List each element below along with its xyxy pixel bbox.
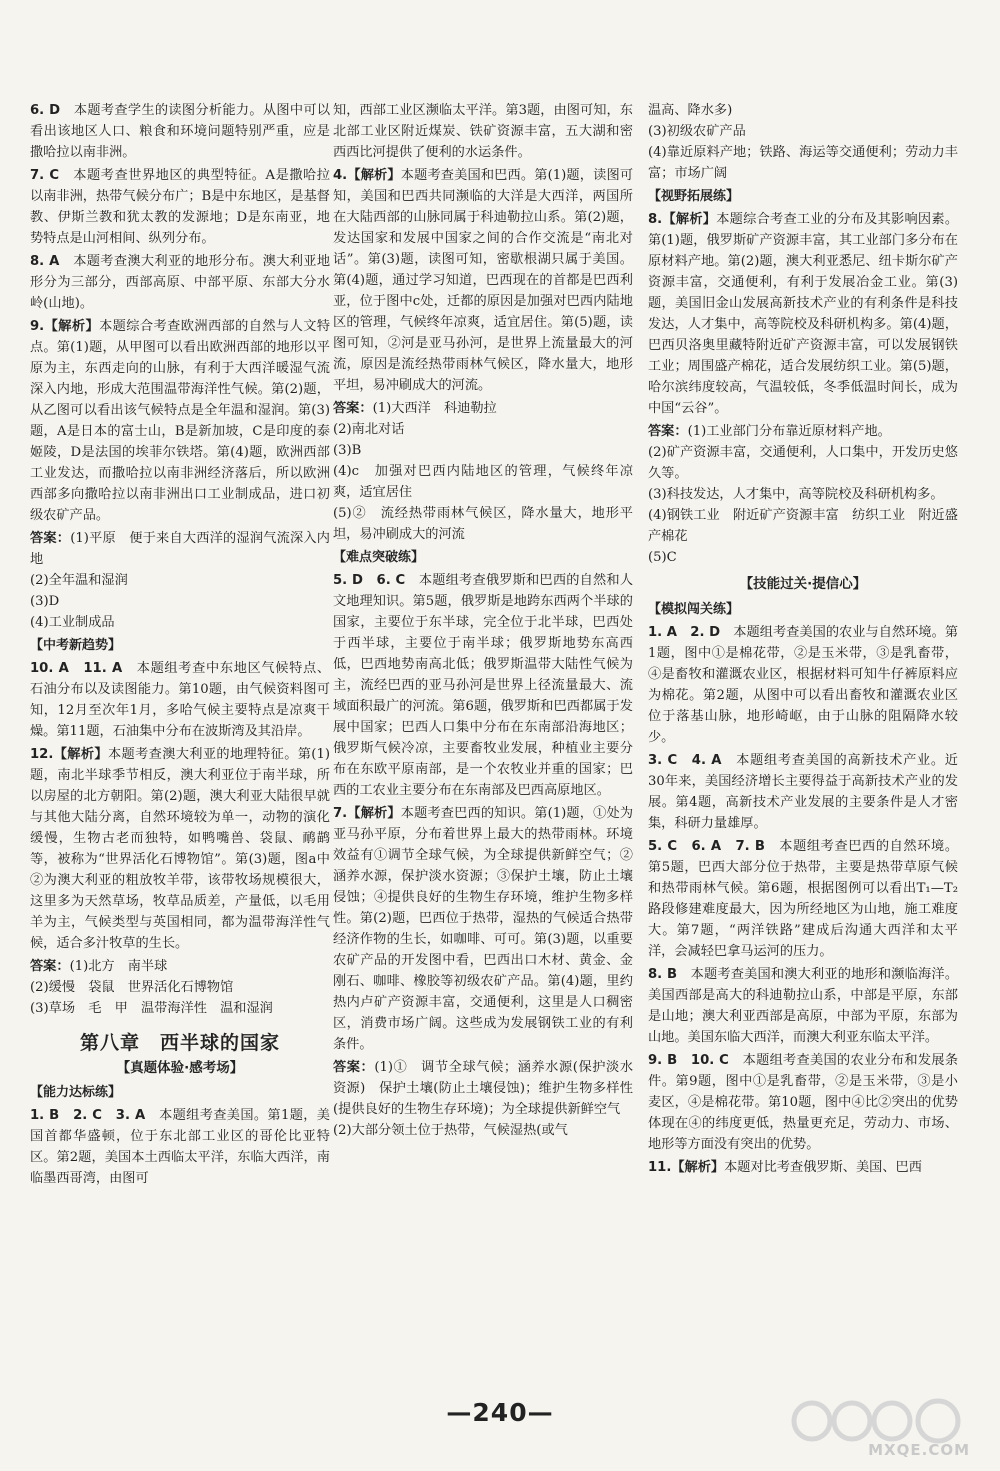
- q11r-block: 11.【解析】本题对比考查俄罗斯、美国、巴西: [648, 1160, 922, 1175]
- chapter-title: 第八章 西半球的国家: [79, 1032, 280, 1054]
- q9-number: 9.: [30, 319, 45, 334]
- q4-answer-4: (4)c 加强对巴西内陆地区的管理，气候终年凉爽，适宜居住: [333, 464, 633, 500]
- q4-block: 4.【解析】本题考查美国和巴西。第(1)题，读图可知，美国和巴西共同濒临的大洋是大西洋，两国所在大陆西部的山脉同属于科迪勒拉山系。第(2)题，发达国家和发展中国家之间的合作交流是“南北对话”。第(3)题，读图可知，密歇根湖只属于美国。第(4)题，通过学习知道，巴西现在的首都是巴西利亚，位于图中c处，迁都的原因是加强对巴西内陆地区的管理，气候终年凉爽，适宜居住。第(5)题，读图可知，②河是亚马孙河，是世界上流量最大的河流，原因是流经热带雨林气候区，降水量大，地形平坦，易冲刷成大的河流。: [333, 168, 634, 393]
- q6-block: [30, 100, 330, 163]
- q12-block: 12.【解析】本题考查澳大利亚的地理特征。第(1)题，南北半球季节相反，澳大利亚位于南半球，所以房屋的北方朝阳。第(2)题，澳大利亚大陆很早就与其他大陆分离，自然环境较为单一，动物的演化缓慢，生物古老而独特，如鸭嘴兽、袋鼠、鸸鹋等，被称为“世界活化石博物馆”。第(3)题，图a中②为澳大利亚的粗放牧羊带，该带牧场规模很大，这里多为天然草场，牧草品质差，产量低，以毛用羊为主，气候类型与英国相同，都为温带海洋性气候，适合多汁牧草的生长。: [30, 747, 330, 951]
- answer-3-right: (3)初级农矿产品: [648, 124, 746, 139]
- column-middle: [333, 100, 633, 1141]
- q8r-answer-1: 答案：(1)工业部门分布靠近原材料产地。: [648, 424, 891, 439]
- q12-answer-3: (3)草场 毛 甲 温带海洋性 温和湿润: [30, 1001, 273, 1016]
- continued-text-right: 温高、降水多): [648, 103, 733, 118]
- continued-text: 知，西部工业区濒临太平洋。第3题，由图可知，东北部工业区附近煤炭、铁矿资源丰富，五大湖和密西西比河提供了便利的水运条件。: [333, 103, 633, 160]
- q10-block: 10. A 11. A 本题组考查中东地区气候特点、石油分布以及读图能力。第10题，由气候资料图可知，12月至次年1月，多哈气候主要特点是凉爽干燥。第11题，石油集中分布在波斯湾及其沿岸。: [30, 661, 331, 739]
- q8r-answer-4: (4)钢铁工业 附近矿产资源丰富 纺织工业 附近盛产棉花: [648, 508, 958, 544]
- q7m-answer-2: (2)大部分领土位于热带，气候湿热(或气: [333, 1123, 568, 1138]
- q7m-block: 7.【解析】本题考查巴西的知识。第(1)题，①处为亚马孙平原，分布着世界上最大的热带雨林。环境效益有①调节全球气候，为全球提供新鲜空气；②涵养水源，保护淡水资源；③保护土壤，防止土壤侵蚀；④提供良好的生物生存环境，维护生物多样性。第(2)题，巴西位于热带，湿热的气候适合热带经济作物的生长，如咖啡、可可。第(3)题，以重要农矿产品的开发图中看，巴西出口木材、黄金、金刚石、咖啡、橡胶等初级农矿产品。第(4)题，里约热内卢矿产资源丰富，交通便利，这里是人口稠密区，消费市场广阔。这些成为发展钢铁工业的有利条件。: [333, 806, 634, 1052]
- column-right: [648, 100, 958, 1180]
- q6-number: 6. D: [30, 103, 61, 118]
- q7m-answer-1: 答案：(1)① 调节全球气候；涵养水源(保护淡水资源) 保护土壤(防止土壤侵蚀)；维护生物多样性(提供良好的生物生存环境)；为全球提供新鲜空气: [333, 1060, 634, 1117]
- q12-answer-2: (2)缓慢 袋鼠 世界活化石博物馆: [30, 980, 234, 995]
- q1-block: 1. B 2. C 3. A 本题组考查美国。第1题，美国首都华盛顿，位于东北部工业区的哥伦比亚特区。第2题，美国本土西临太平洋，东临大西洋，南临墨西哥湾，由图可: [30, 1108, 330, 1186]
- q9-answer-1: 答案：(1)平原 便于来自大西洋的湿润气流深入内地: [30, 531, 330, 567]
- section-shiye: 【视野拓展练】: [648, 189, 740, 204]
- q9-block: [30, 316, 330, 526]
- q1r-block: 1. A 2. D 本题组考查美国的农业与自然环境。第1题，图中①是棉花带，②是玉米带，③是乳畜带，④是畜牧和灌溉农业区，根据材料可知牛仔裤原料应为棉花。第2题，从图中可以看出畜牧和灌溉农业区位于落基山脉，地形崎岖，由于山脉的阻隔降水较少。: [648, 625, 959, 745]
- q4-answer-5: (5)② 流经热带雨林气候区，降水量大，地形平坦，易冲刷成大的河流: [333, 506, 633, 542]
- q6-text: 本题考查学生的读图分析能力。从图中可以看出该地区人口、粮食和环境问题特别严重，应是撒哈拉以南非洲。: [30, 103, 331, 160]
- chapter-subhead: 【真题体验·感考场】: [116, 1060, 244, 1076]
- q8r-block: 8.【解析】本题综合考查工业的分布及其影响因素。第(1)题，俄罗斯矿产资源丰富，其工业部门多分布在原材料产地。第(2)题，澳大利亚悉尼、纽卡斯尔矿产资源丰富，交通便利，有利于发展冶金工业。第(3)题，美国旧金山发展高新技术产业的有利条件是科技发达，人才集中，高等院校及科研机构多。第(4)题，巴西贝洛奥里藏特附近矿产资源丰富，可以发展钢铁工业；周围盛产棉花，适合发展纺织工业。第(5)题，哈尔滨纬度较高，气温较低，冬季低温时间长，成为中国“云谷”。: [648, 212, 959, 416]
- q4-answer-2: (2)南北对话: [333, 422, 405, 437]
- page-number: —240—: [446, 1398, 554, 1427]
- q7-block: [30, 165, 330, 249]
- section-zhongkao: 【中考新趋势】: [30, 638, 122, 653]
- q5r-block: 5. C 6. A 7. B 本题组考查巴西的自然环境。第5题，巴西大部分位于热带，主要是热带草原气候和热带雨林气候。第6题，根据图例可以看出T₁—T₂路段修建难度最大，因为所经地区为山地，施工难度大。第7题，“两洋铁路”建成后沟通大西洋和太平洋，会减轻巴拿马运河的压力。: [648, 839, 959, 959]
- q8b-block: 8. B 本题考查美国和澳大利亚的地形和濒临海洋。美国西部是高大的科迪勒拉山系，中部是平原，东部是山地；澳大利亚西部是高原，中部为平原，东部为山地。美国东临大西洋，而澳大利亚东临太平洋。: [648, 967, 959, 1045]
- q4-answer-3: (3)B: [333, 443, 362, 458]
- q7-number: 7. C: [30, 168, 59, 183]
- q9-tag: 【解析】: [44, 319, 100, 334]
- skills-heading: 【技能过关·提信心】: [739, 576, 867, 592]
- q12-answer-1: 答案：(1)北方 南半球: [30, 959, 168, 974]
- q5-block: 5. D 6. C 本题组考查俄罗斯和巴西的自然和人文地理知识。第5题，俄罗斯是地跨东西两个半球的国家，主要位于东半球，完全位于北半球，巴西处于西半球，主要位于南半球；俄罗斯地势东高西低，巴西地势南高北低；俄罗斯温带大陆性气候为主，流经巴西的亚马孙河是世界上径流量最大、流域面积最广的河流。第6题，俄罗斯和巴西都属于发展中国家；巴西人口集中分布在东南部沿海地区；俄罗斯气候冷凉，主要畜牧业发展，种植业主要分布在东欧平原南部，是一个农牧业并重的国家；巴西的工农业主要分布在东南部及巴西高原地区。: [333, 573, 634, 798]
- q7-text: 本题考查世界地区的典型特征。A是撒哈拉以南非洲，热带气候分布广；B是中东地区，是基督教、伊斯兰教和犹太教的发源地；D是东南亚，地势特点是山河相间、纵列分布。: [30, 168, 330, 246]
- q9r-block: 9. B 10. C 本题组考查美国的农业分布和发展条件。第9题，图中①是乳畜带，②是玉米带，③是小麦区，④是棉花带。第10题，图中④比②突出的优势体现在④的纬度更低，热量更充足，劳动力、市场、地形等方面没有突出的优势。: [648, 1053, 959, 1152]
- q8r-answer-5: (5)C: [648, 550, 677, 565]
- q9-answer-2: (2)全年温和湿润: [30, 573, 128, 588]
- q9-answer-4: (4)工业制成品: [30, 615, 115, 630]
- section-nengli: 【能力达标练】: [30, 1085, 122, 1100]
- q8r-answer-2: (2)矿产资源丰富，交通便利，人口集中，开发历史悠久等。: [648, 445, 958, 481]
- section-moni: 【模拟闯关练】: [648, 602, 740, 617]
- q9-answer-3: (3)D: [30, 594, 60, 609]
- q3r-block: 3. C 4. A 本题组考查美国的高新技术产业。近30年来，美国经济增长主要得益于高新技术产业的发展。第4题，高新技术产业发展的主要条件是人才密集，科研力量雄厚。: [648, 753, 958, 831]
- q8-text: 本题考查澳大利亚的地形分布。澳大利亚地形分为三部分，西部高原、中部平原、东部大分水岭(山地)。: [30, 254, 331, 311]
- q8-number: 8. A: [30, 254, 60, 269]
- q4-answer-1: 答案：(1)大西洋 科迪勒拉: [333, 401, 497, 416]
- section-nandian: 【难点突破练】: [333, 550, 425, 565]
- q9-text: 本题综合考查欧洲西部的自然与人文特点。第(1)题，从甲图可以看出欧洲西部的地形以平原为主，东西走向的山脉，有利于大西洋暖湿气流深入内地，形成大范围温带海洋性气候。第(2)题，从乙图可以看出该气候特点是全年温和湿润。第(3)题，A是日本的富士山，B是新加坡，C是印度的泰姬陵，D是法国的埃菲尔铁塔。第(4)题，欧洲西部工业发达，而撒哈拉以南非洲经济落后，所以欧洲西部多向撒哈拉以南非洲出口工业制成品，进口初级农矿产品。: [30, 319, 331, 523]
- watermark-text: MXQE.COM: [868, 1441, 970, 1459]
- column-left: [30, 100, 330, 1191]
- answer-4-right: (4)靠近原料产地；铁路、海运等交通便利；劳动力丰富；市场广阔: [648, 145, 958, 181]
- q8-block: [30, 251, 330, 314]
- q8r-answer-3: (3)科技发达，人才集中，高等院校及科研机构多。: [648, 487, 944, 502]
